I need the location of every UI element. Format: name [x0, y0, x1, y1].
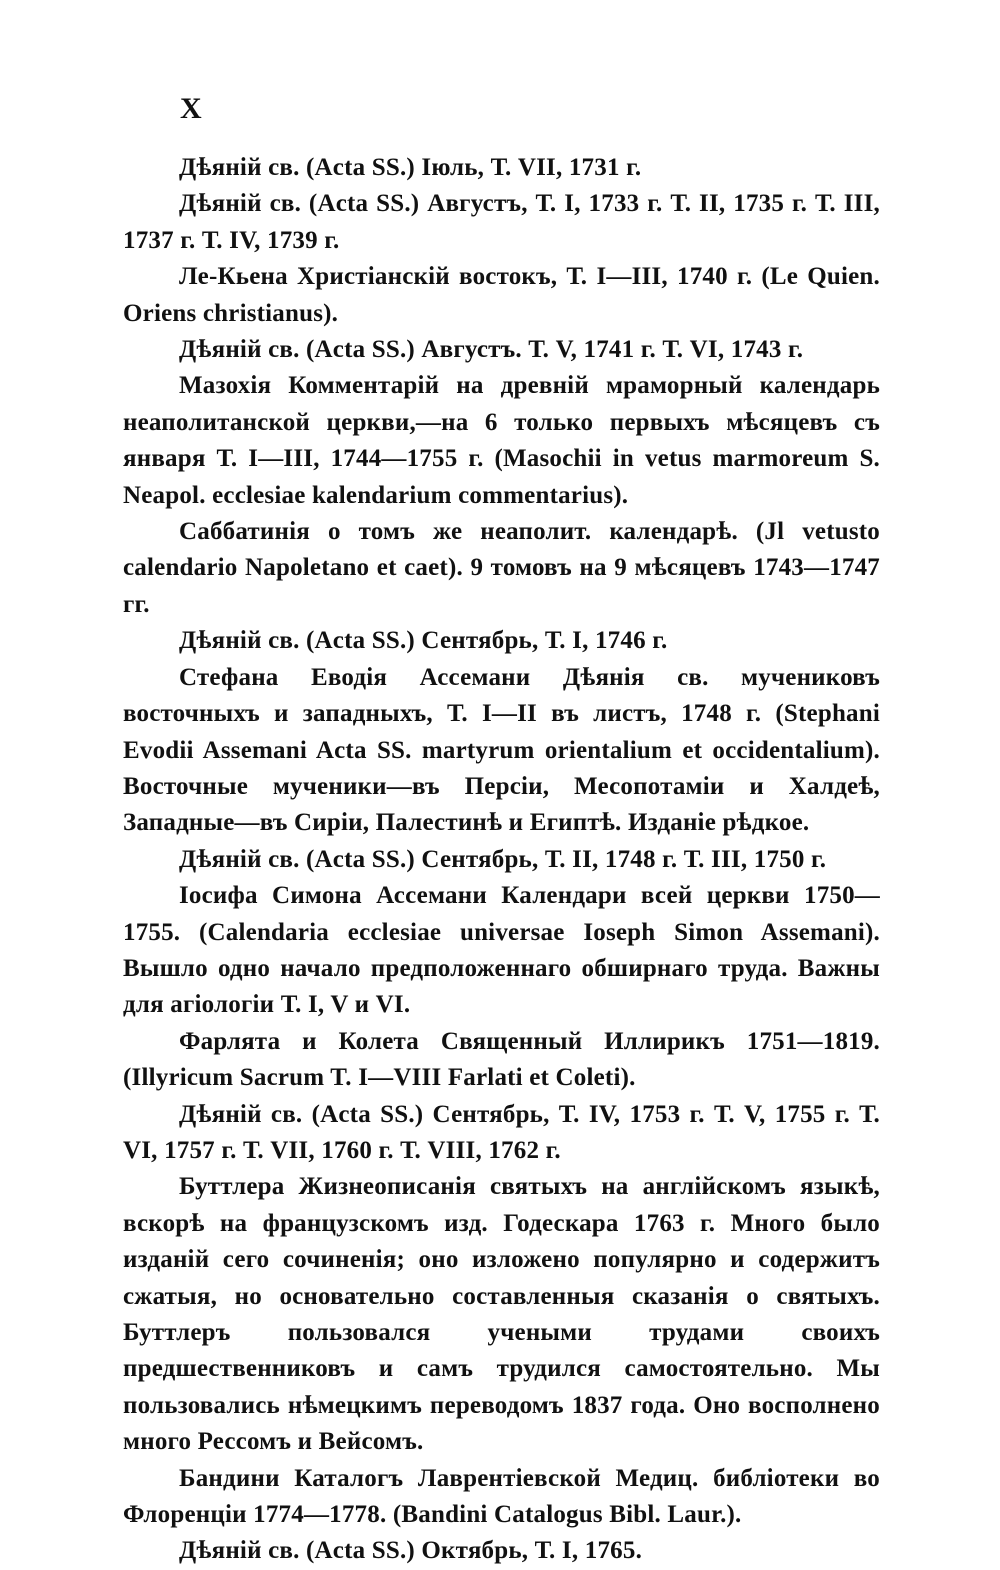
bibliography-entry: Дѣяній св. (Acta SS.) Сентябрь, Т. IV, 1753 г. Т. V, 1755 г. Т. VI, 1757 г. Т. VII, 1760 г. Т. VIII, 1762 г. [123, 1100, 880, 1164]
bibliography-entry: Бандини Каталогъ Лаврентіевской Медиц. библіотеки во Флоренціи 1774—1778. (Bandini Catalogus Bibl. Laur.). [123, 1464, 880, 1529]
bibliography-entry: Дѣяній св. (Acta SS.) Іюль, Т. VII, 1731 г. [179, 154, 642, 181]
bibliography-entry: Мазохія Комментарій на древній мраморный календарь неаполитанской церкви,—на 6 только первыхъ мѣсяцевъ съ января Т. I—III, 1744—1755 г. (Masochii in vetus marmoreum S. Neapol. ecclesiae kalendarium commentarius). [123, 372, 880, 509]
bibliography-entry: Дѣяній св. (Acta SS.) Сентябрь, Т. II, 1748 г. Т. III, 1750 г. [179, 845, 827, 873]
bibliography-entry: Ле-Кьена Христіанскій востокъ, Т. I—III, 1740 г. (Le Quien. Oriens christianus). [123, 263, 880, 327]
bibliography-entry: Буттлера Жизнеописанія святыхъ на англійскомъ языкѣ, вскорѣ на французскомъ изд. Годескара 1763 г. Много было изданій сего сочиненія; оно изложено популярно и содержитъ сжатыя, но основательно составленныя сказанія о святыхъ. Буттлеръ пользовался учеными трудами своихъ предшественниковъ и самъ трудился самостоятельно. Мы пользовались нѣмецкимъ переводомъ 1837 года. Оно восполнено много Рессомъ и Вейсомъ. [123, 1173, 880, 1456]
bibliography-entry: Фарлята и Колета Священный Иллирикъ 1751—1819. (Illyricum Sacrum T. I—VIII Farlati et Coleti). [123, 1027, 880, 1092]
bibliography-entry: Дѣяній св. (Acta SS.) Августъ, Т. I, 1733 г. Т. II, 1735 г. Т. III, 1737 г. Т. IV, 1739 г. [123, 190, 880, 254]
bibliography-entry: Дѣяній св. (Acta SS.) Августъ. Т. V, 1741 г. Т. VI, 1743 г. [179, 336, 804, 364]
bibliography-entry: Саббатинія о томъ же неаполит. календарѣ. (Jl vetusto calendario Napoletano et caet). 9 томовъ на 9 мѣсяцевъ 1743—1747 гг. [123, 518, 880, 618]
bibliography-entry: Стефана Еводія Ассемани Дѣянія св. мучениковъ восточныхъ и западныхъ, Т. I—II въ листъ, 1748 г. (Stephani Evodii Assemani Acta SS. martyrum orientalium et occidentalium). Восточные мученики—въ Персіи, Месопотаміи и Халдеѣ, Западные—въ Сиріи, Палестинѣ и Египтѣ. Изданіе рѣдкое. [123, 663, 880, 837]
page-number: X [180, 92, 203, 125]
bibliography-entry: Дѣяній св. (Acta SS.) Октябрь, Т. I, 1765. [179, 1537, 643, 1565]
bibliography-entry: Дѣяній св. (Acta SS.) Сентябрь, Т. I, 1746 г. [179, 627, 668, 655]
bibliography-list [123, 150, 880, 1570]
bibliography-entry: Іосифа Симона Ассемани Календари всей церкви 1750—1755. (Calendaria ecclesiae universae Ioseph Simon Assemani). Вышло одно начало предположеннаго обширнаго труда. Важны для агіологіи Т. I, V и VI. [123, 882, 880, 1019]
